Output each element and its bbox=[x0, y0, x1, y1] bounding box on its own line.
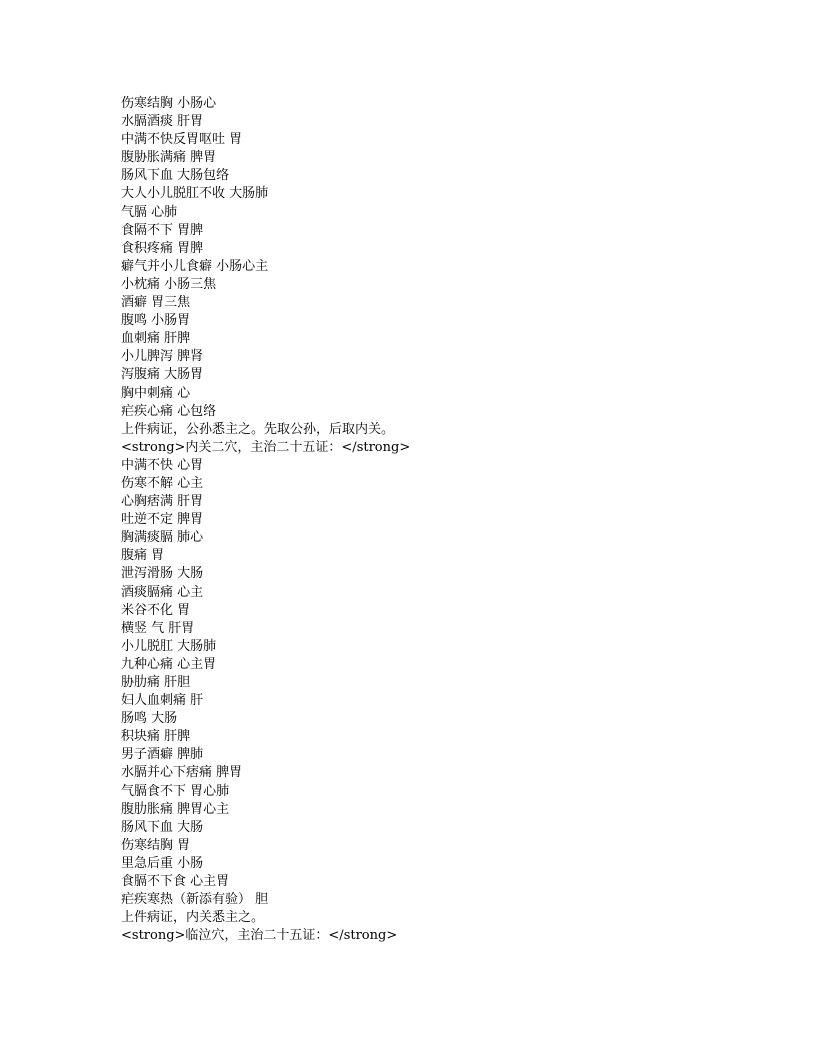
text-line: 上件病证，公孙悉主之。先取公孙，后取内关。 bbox=[121, 421, 395, 437]
text-line: 水膈并心下痞痛 脾胃 bbox=[121, 765, 243, 781]
text-line: 腹痛 胃 bbox=[121, 548, 165, 564]
text-line: 横竖 气 肝胃 bbox=[121, 620, 195, 636]
text-line: 小儿脾泻 脾肾 bbox=[121, 349, 204, 365]
text-line: 大人小儿脱肛不收 大肠肺 bbox=[121, 186, 269, 202]
text-line: 腹肋胀痛 脾胃心主 bbox=[121, 801, 230, 817]
text-line: 中满不快 心胃 bbox=[121, 457, 204, 473]
text-line: 食膈不下食 心主胃 bbox=[121, 874, 230, 890]
text-line: <strong>临泣穴，主治二十五证：</strong> bbox=[121, 928, 398, 944]
text-line: 气膈食不下 胃心肺 bbox=[121, 783, 230, 799]
text-line: 泻腹痛 大肠胃 bbox=[121, 367, 204, 383]
text-line: 食隔不下 胃脾 bbox=[121, 222, 204, 238]
text-line: 酒癖 胃三焦 bbox=[121, 295, 191, 311]
text-line: 疟疾心痛 心包络 bbox=[121, 403, 217, 419]
text-line: 食积疼痛 胃脾 bbox=[121, 240, 204, 256]
text-line: 中满不快反胃呕吐 胃 bbox=[121, 132, 243, 148]
text-line: 肠风下血 大肠包络 bbox=[121, 168, 230, 184]
text-line: 上件病证，内关悉主之。 bbox=[121, 910, 265, 926]
text-line: 疟疾寒热（新添有验） 胆 bbox=[121, 892, 269, 908]
text-line: 妇人血刺痛 肝 bbox=[121, 693, 204, 709]
text-line: 泄泻滑肠 大肠 bbox=[121, 566, 204, 582]
text-line: 胁肋痛 肝胆 bbox=[121, 675, 191, 690]
text-line: 小儿脱肛 大肠肺 bbox=[121, 638, 217, 654]
text-line: 胸满痰膈 肺心 bbox=[121, 530, 204, 546]
text-line: 肠风下血 大肠 bbox=[121, 819, 204, 835]
text-line: 心胸痞满 肝胃 bbox=[121, 494, 204, 510]
text-body bbox=[121, 95, 410, 945]
text-line: 酒痰膈痛 心主 bbox=[121, 584, 204, 600]
text-line: 气膈 心肺 bbox=[121, 204, 178, 220]
text-line: 小枕痛 小肠三焦 bbox=[121, 276, 217, 292]
text-line: 九种心痛 心主胃 bbox=[121, 656, 217, 672]
text-line: 血刺痛 肝脾 bbox=[121, 331, 191, 347]
text-line: 伤寒结胸 小肠心 bbox=[121, 96, 217, 111]
text-line: 里急后重 小肠 bbox=[121, 855, 204, 871]
text-line: 米谷不化 胃 bbox=[121, 602, 191, 618]
text-line: <strong>内关二穴，主治二十五证：</strong> bbox=[121, 439, 411, 455]
text-line: 伤寒结胸 胃 bbox=[121, 837, 191, 853]
text-line: 男子酒癖 脾肺 bbox=[121, 747, 204, 763]
text-line: 积块痛 肝脾 bbox=[121, 729, 191, 745]
text-line: 伤寒不解 心主 bbox=[121, 475, 204, 491]
text-line: 腹胁胀满痛 脾胃 bbox=[121, 150, 217, 166]
text-line: 腹鸣 小肠胃 bbox=[121, 313, 191, 329]
text-line: 胸中刺痛 心 bbox=[121, 385, 191, 401]
text-line: 肠鸣 大肠 bbox=[121, 711, 178, 727]
text-line: 吐逆不定 脾胃 bbox=[121, 512, 204, 528]
text-line: 癖气并小儿食癖 小肠心主 bbox=[121, 258, 269, 274]
text-line: 水膈酒痰 肝胃 bbox=[121, 114, 204, 130]
